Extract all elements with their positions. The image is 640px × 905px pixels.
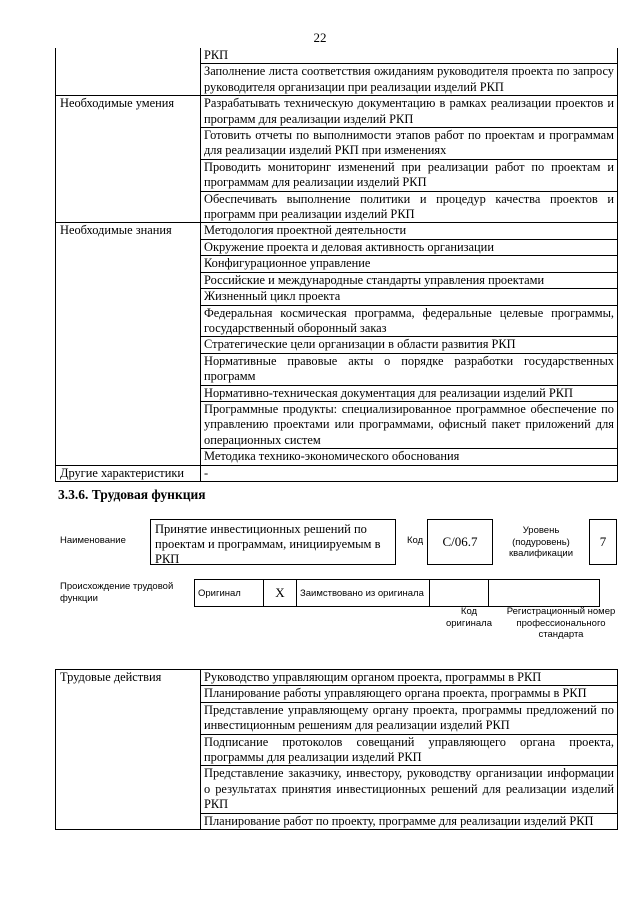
- name-label: Наименование: [60, 535, 126, 546]
- knowledge-item: Российские и международные стандарты управления проектами: [201, 272, 618, 288]
- orig-code-cell: [430, 580, 489, 607]
- action-item: Представление заказчику, инвестору, руководству организации информации о результатах принятия инвестиционных решений для реализации изделий РКП: [201, 766, 618, 813]
- knowledge-item: Федеральная космическая программа, федеральные целевые программы, государственный оборонный заказ: [201, 305, 618, 337]
- origin-label: Происхождение трудовой функции: [60, 581, 174, 604]
- other-value: -: [201, 465, 618, 481]
- knowledge-item: Методика технико-экономического обоснования: [201, 449, 618, 465]
- knowledge-item: Окружение проекта и деловая активность организации: [201, 239, 618, 255]
- knowledge-item: Нормативно-техническая документация для реализации изделий РКП: [201, 385, 618, 401]
- skill-item: Проводить мониторинг изменений при реализации работ по проектам и программам для реализации изделий РКП: [201, 159, 618, 191]
- knowledge-item: Нормативные правовые акты о порядке разработки государственных программ: [201, 353, 618, 385]
- action-item: Подписание протоколов совещаний управляющего органа проекта, программы для реализации изделий РКП: [201, 734, 618, 766]
- page-number: 22: [313, 30, 327, 45]
- other-label: Другие характеристики: [56, 465, 201, 481]
- knowledge-item: Методология проектной деятельности: [201, 223, 618, 239]
- knowledge-label: Необходимые знания: [56, 223, 201, 465]
- origin-original-label: Оригинал: [195, 580, 264, 607]
- code-label: Код: [407, 535, 424, 546]
- skill-item: Обеспечивать выполнение политики и процедур качества проектов и программ при реализации изделий РКП: [201, 191, 618, 223]
- reg-num-label: Регистрационный номер профессионального стандарта: [506, 606, 616, 640]
- reg-num-cell: [489, 580, 600, 607]
- origin-table: [194, 579, 600, 607]
- level-label: Уровень (подуровень) квалификации: [508, 525, 574, 559]
- knowledge-item: Конфигурационное управление: [201, 256, 618, 272]
- table-cell: Заполнение листа соответствия ожиданиям руководителя проекта по запросу руководителя организации при реализации изделий РКП: [201, 64, 618, 96]
- action-item: Планирование работы управляющего органа проекта, программы в РКП: [201, 686, 618, 702]
- table-cell: РКП: [201, 48, 618, 64]
- actions-table: [55, 669, 618, 830]
- orig-code-label: Код оригинала: [445, 606, 492, 629]
- action-item: Представление управляющему органу проекта, программы предложений по инвестиционным решениям для реализации изделий РКП: [201, 702, 618, 734]
- origin-mark: X: [264, 580, 297, 607]
- table-row-label: [56, 48, 201, 96]
- requirements-table: [55, 48, 618, 482]
- action-item: Планирование работ по проекту, программе для реализации изделий РКП: [201, 813, 618, 829]
- code-value: C/06.7: [427, 519, 493, 565]
- skills-label: Необходимые умения: [56, 96, 201, 223]
- level-value: 7: [589, 519, 617, 565]
- function-name-value: Принятие инвестиционных решений по проектам и программам, инициируемым в РКП: [150, 519, 396, 565]
- knowledge-item: Стратегические цели организации в области развития РКП: [201, 337, 618, 353]
- action-item: Руководство управляющим органом проекта, программы в РКП: [201, 670, 618, 686]
- knowledge-item: Программные продукты: специализированное программное обеспечение по управлению проектами или программами, офисный пакет приложений для операционных систем: [201, 401, 618, 448]
- section-title: 3.3.6. Трудовая функция: [58, 487, 206, 502]
- knowledge-item: Жизненный цикл проекта: [201, 289, 618, 305]
- origin-borrowed-label: Заимствовано из оригинала: [297, 580, 430, 607]
- skill-item: Разрабатывать техническую документацию в рамках реализации проектов и программ для реализации изделий РКП: [201, 96, 618, 128]
- skill-item: Готовить отчеты по выполнимости этапов работ по проектам и программам для реализации изделий РКП при изменениях: [201, 128, 618, 160]
- actions-label: Трудовые действия: [56, 670, 201, 830]
